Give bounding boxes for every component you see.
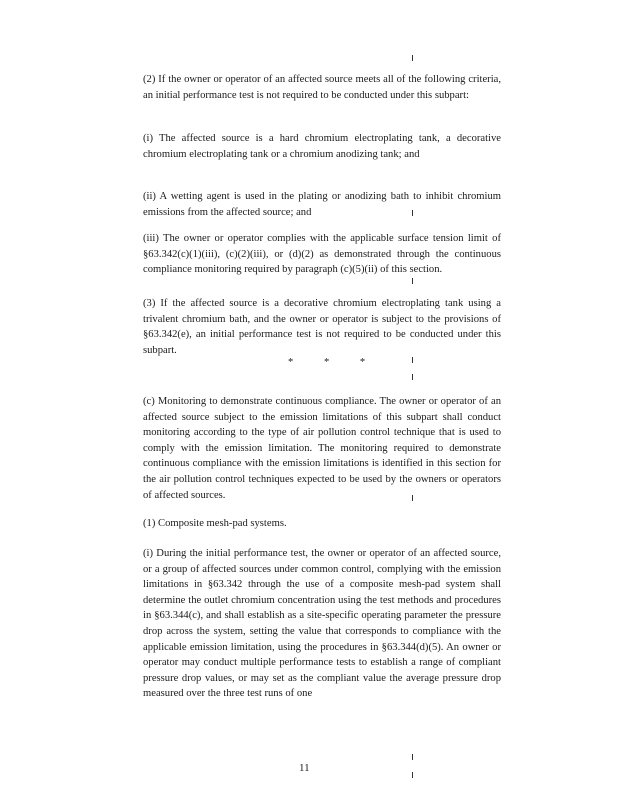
page-number: 11 xyxy=(299,762,310,774)
margin-mark xyxy=(412,278,413,284)
margin-mark xyxy=(412,374,413,380)
paragraph-initial-performance-test: (i) During the initial performance test, the owner or operator of an affected source, or a group of affected sources under common control, complying with the emission limitations in §63.342 through the use of a composite mesh-pad system shall determine the outlet chromium concentration using the test methods and procedures in §63.344(c), and shall establish as a site-specific operating parameter the pressure drop across the system, setting the value that corresponds to compliance with the applicable emission limitation, using the procedures in §63.344(d)(5). An owner or operator may conduct multiple performance tests to establish a range of compliant pressure drop values, or may set as the compliant value the average pressure drop measured over the three test runs of one xyxy=(143,548,501,700)
margin-mark xyxy=(412,754,413,760)
separator-asterisk: * xyxy=(359,357,366,368)
paragraph-criterion-ii: (ii) A wetting agent is used in the plating or anodizing bath to inhibit chromium emissions from the affected source; and xyxy=(143,191,501,218)
margin-mark xyxy=(412,772,413,778)
separator-asterisk: * xyxy=(323,357,330,368)
paragraph-criterion-i: (i) The affected source is a hard chromium electroplating tank, a decorative chromium electroplating tank or a chromium anodizing tank; and xyxy=(143,133,501,160)
paragraph-trivalent-bath: (3) If the affected source is a decorative chromium electroplating tank using a trivalent chromium bath, and the owner or operator is subject to the provisions of §63.342(e), an initial performance test is not required to be conducted under this subpart. xyxy=(143,298,501,356)
paragraph-criteria-intro: (2) If the owner or operator of an affected source meets all of the following criteria, an initial performance test is not required to be conducted under this subpart: xyxy=(143,74,501,101)
paragraph-criterion-iii: (iii) The owner or operator complies with the applicable surface tension limit of §63.342(c)(1)(iii), (c)(2)(iii), or (d)(2) as demonstrated through the continuous compliance monitoring required by paragraph (c)(5)(ii) of this section. xyxy=(143,233,501,276)
separator-asterisk: * xyxy=(288,357,294,368)
section-separator xyxy=(288,357,393,368)
margin-mark xyxy=(412,55,413,61)
paragraph-monitoring: (c) Monitoring to demonstrate continuous compliance. The owner or operator of an affected source subject to the emission limitations of this subpart shall conduct monitoring according to the type of air pollution control technique that is used to comply with the emission limitation. The monitoring required to demonstrate continuous compliance with the emission limitations is identified in this section for the air pollution control techniques expected to be used by the owners or operators of affected sources. xyxy=(143,396,501,501)
paragraph-mesh-pad-heading: (1) Composite mesh-pad systems. xyxy=(143,518,287,529)
